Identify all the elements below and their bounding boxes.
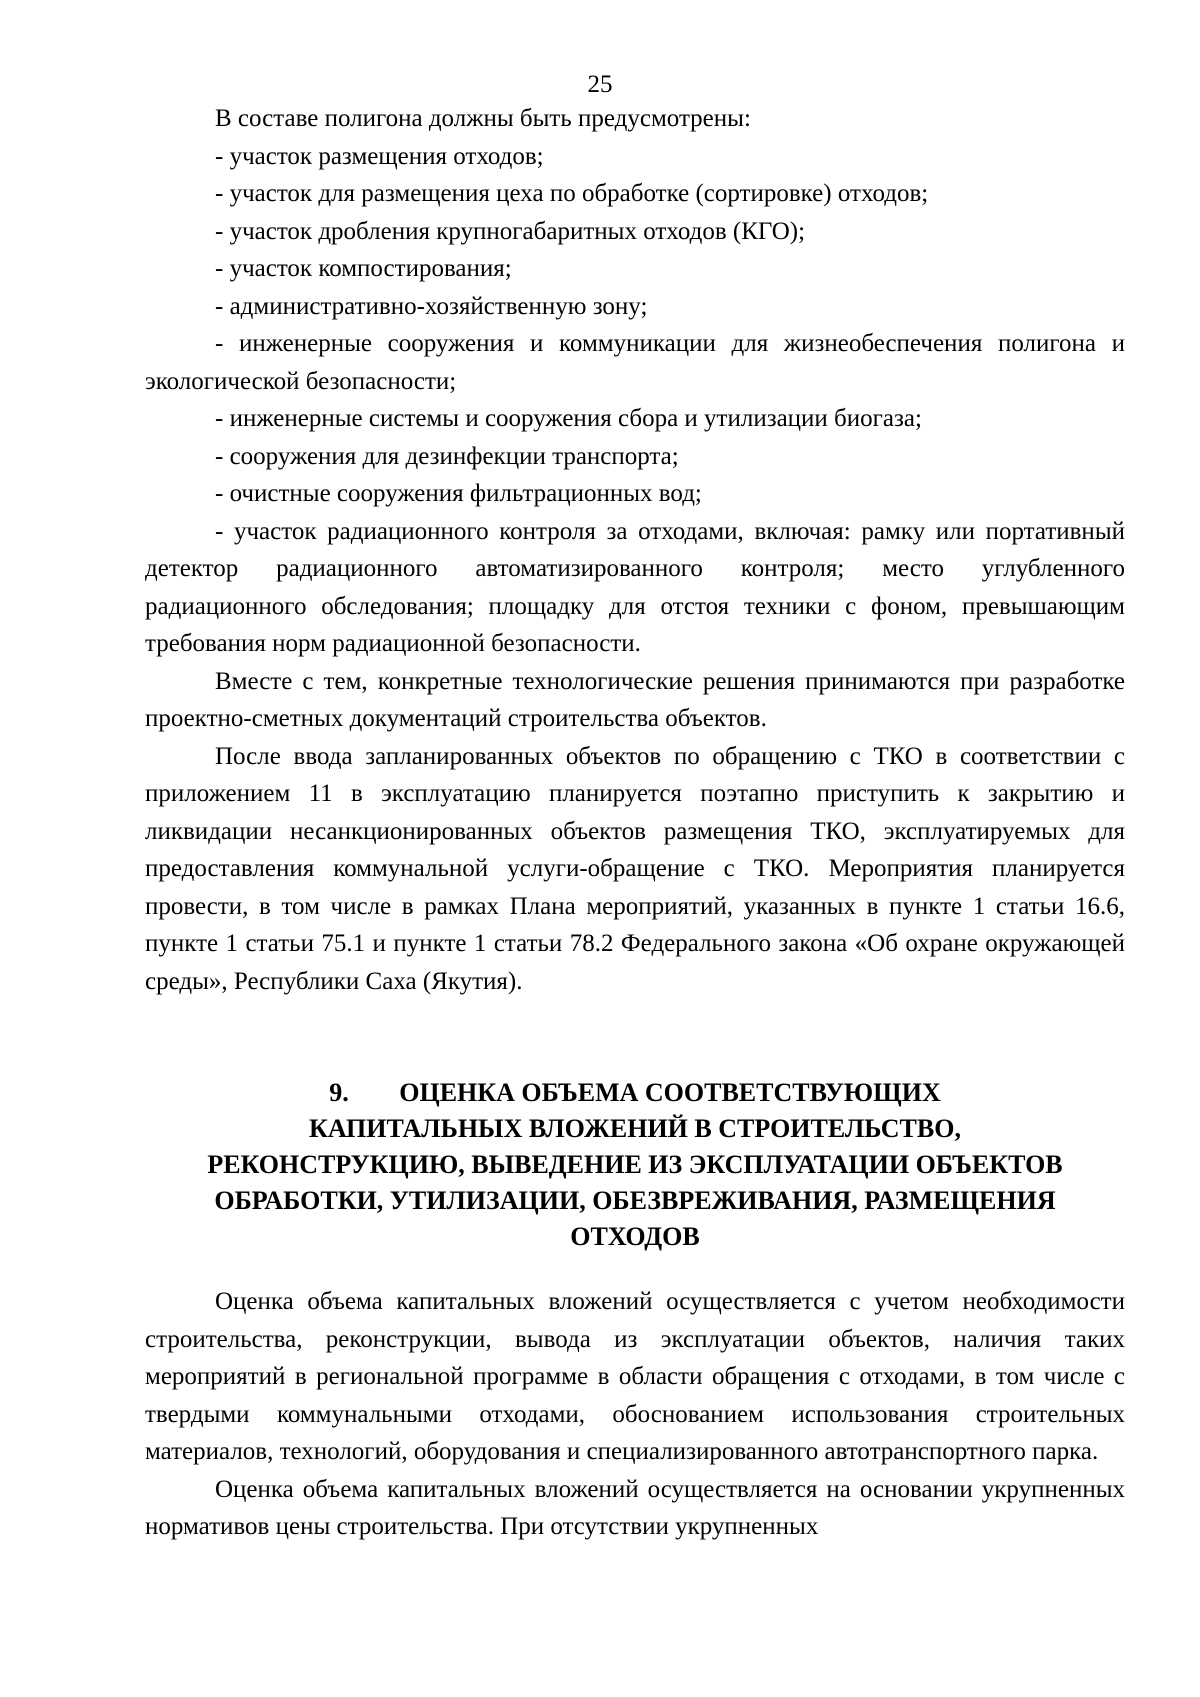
list-item: - административно-хозяйственную зону; bbox=[215, 292, 648, 320]
body-text-top bbox=[145, 100, 1125, 1000]
list-item: - сооружения для дезинфекции транспорта; bbox=[215, 442, 679, 470]
section-heading-line bbox=[145, 1075, 1125, 1111]
section-title-line: ОЦЕНКА ОБЪЕМА СООТВЕТСТВУЮЩИХ bbox=[399, 1078, 941, 1107]
paragraph: После ввода запланированных объектов по обращению с ТКО в соответствии с приложением 11 в эксплуатацию планируется поэтапно приступить к закрытию и ликвидации несанкционированных объектов размещения ТКО, эксплуатируемых для предоставления коммунальной услуги-обращение с ТКО. Мероприятия планируется провести, в том числе в рамках Плана мероприятий, указанных в пункте 1 статьи 16.6, пункте 1 статьи 75.1 и пункте 1 статьи 78.2 Федерального закона «Об охране окружающей среды», Республики Саха (Якутия). bbox=[145, 742, 1125, 995]
list-item: - очистные сооружения фильтрационных вод; bbox=[215, 480, 702, 507]
paragraph: Оценка объема капитальных вложений осуществляется с учетом необходимости строительства, реконструкции, вывода из эксплуатации объектов, наличия таких мероприятий в региональной программе в области обращения с отходами, в том числе с твердыми коммунальными отходами, обоснованием использования строительных материалов, технологий, оборудования и специализированного автотранспортного парка. bbox=[145, 1288, 1125, 1465]
list-item: - участок радиационного контроля за отходами, включая: рамку или портативный детектор радиационного автоматизированного контроля; место углубленного радиационного обследования; площадку для отстоя техники с фоном, превышающим требования норм радиационной безопасности. bbox=[145, 517, 1125, 657]
list-item: - инженерные сооружения и коммуникации для жизнеобеспечения полигона и экологической безопасности; bbox=[145, 330, 1125, 395]
section-title-line: КАПИТАЛЬНЫХ ВЛОЖЕНИЙ В СТРОИТЕЛЬСТВО, bbox=[309, 1114, 961, 1143]
section-title-line: ОБРАБОТКИ, УТИЛИЗАЦИИ, ОБЕЗВРЕЖИВАНИЯ, РАЗМЕЩЕНИЯ bbox=[214, 1186, 1056, 1215]
list-item: - участок дробления крупногабаритных отходов (КГО); bbox=[215, 217, 806, 245]
paragraph-intro: В составе полигона должны быть предусмотрены: bbox=[215, 105, 751, 132]
list-item: - участок размещения отходов; bbox=[215, 142, 544, 170]
list-item: - участок компостирования; bbox=[215, 255, 512, 282]
paragraph: Оценка объема капитальных вложений осуществляется на основании укрупненных нормативов цены строительства. При отсутствии укрупненных bbox=[145, 1475, 1125, 1540]
page-number: 25 bbox=[587, 71, 613, 98]
list-item: - инженерные системы и сооружения сбора и утилизации биогаза; bbox=[215, 405, 922, 432]
section-number: 9. bbox=[329, 1078, 349, 1107]
section-heading bbox=[145, 1075, 1125, 1255]
section-title-line: РЕКОНСТРУКЦИЮ, ВЫВЕДЕНИЕ ИЗ ЭКСПЛУАТАЦИИ ОБЪЕКТОВ bbox=[207, 1150, 1063, 1179]
body-text-bottom bbox=[145, 1283, 1125, 1546]
list-item: - участок для размещения цеха по обработке (сортировке) отходов; bbox=[215, 180, 929, 207]
paragraph: Вместе с тем, конкретные технологические решения принимаются при разработке проектно-сметных документаций строительства объектов. bbox=[145, 667, 1125, 732]
section-title-line: ОТХОДОВ bbox=[570, 1222, 700, 1251]
